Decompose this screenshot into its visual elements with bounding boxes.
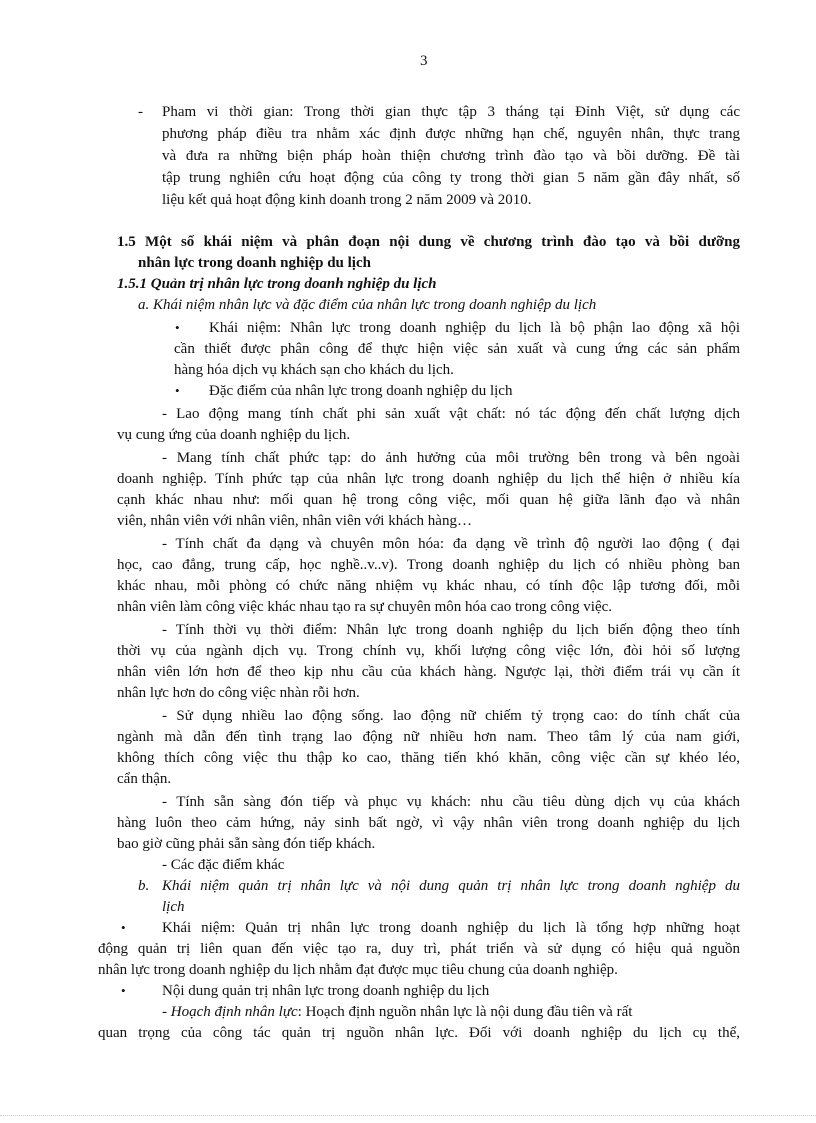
text-line: nhân lực hơn do công việc nhàn rỗi hơn. [117, 685, 360, 701]
text-line: thời vụ của ngành dịch vụ. Trong chính vụ, khối lượng công việc lớn, đòi hỏi số lượng [117, 643, 740, 659]
text-rest: : Hoạch định nguồn nhân lực là nội dung đầu tiên và rất [297, 1004, 633, 1020]
text-line: Khái niệm: Quản trị nhân lực trong doanh nghiệp du lịch là tổng hợp những hoạt [162, 920, 740, 936]
text-line: nhân lực trong doanh nghiệp du lịch nhằm đạt được mục tiêu chung của doanh nghiệp. [98, 962, 618, 978]
text-line: - Tính sẵn sàng đón tiếp và phục vụ khách: nhu cầu tiêu dùng dịch vụ của khách [162, 794, 740, 810]
text-line: và đưa ra những biện pháp hoàn thiện chương trình đào tạo và bồi dưỡng. Đề tài [162, 148, 740, 164]
text-line: liệu kết quả hoạt động kinh doanh trong 2 năm 2009 và 2010. [162, 192, 532, 208]
text-line: viên, nhân viên với nhân viên, nhân viên với khách hàng… [117, 513, 472, 529]
page-number: 3 [420, 53, 428, 69]
text-line: cần thiết được phân công để thực hiện việc sản xuất và cung ứng các sản phẩm [174, 341, 740, 357]
subsection-heading: 1.5.1 Quản trị nhân lực trong doanh nghiệp du lịch [117, 276, 437, 292]
item-heading-a: a. Khái niệm nhân lực và đặc điểm của nhân lực trong doanh nghiệp du lịch [138, 297, 597, 313]
text-line: phương pháp điều tra nhằm xác định được những hạn chế, nguyên nhân, thực trang [162, 126, 740, 142]
text-line: Nội dung quản trị nhân lực trong doanh nghiệp du lịch [162, 983, 490, 999]
text-line: - Mang tính chất phức tạp: do ảnh hưởng của môi trường bên trong và bên ngoài [162, 450, 740, 466]
item-heading-b: Khái niệm quản trị nhân lực và nội dung quản trị nhân lực trong doanh nghiệp du [162, 878, 740, 894]
text-line: Pham vi thời gian: Trong thời gian thực tập 3 tháng tại Đỉnh Việt, sử dụng các [162, 104, 740, 120]
bullet-icon: • [175, 320, 180, 335]
text-line: - Lao động mang tính chất phi sản xuất vật chất: nó tác động đến chất lượng dịch [162, 406, 740, 422]
item-heading-b-cont: lịch [162, 899, 185, 915]
text-line: nhân viên lớn hơn để theo kịp nhu cầu của khách hàng. Ngược lại, thời điểm trái vụ cần ít [117, 664, 740, 680]
text-line: bao giờ cũng phải sẵn sàng đón tiếp khách. [117, 836, 376, 852]
text-line: - Các đặc điểm khác [162, 857, 285, 873]
term-italic: Hoạch định nhân lực [170, 1004, 298, 1020]
item-label-b: b. [138, 878, 150, 894]
text-line: - Tính chất đa dạng và chuyên môn hóa: đa dạng về trình độ người lao động ( đại [162, 536, 740, 552]
section-heading-cont: nhân lực trong doanh nghiệp du lịch [138, 255, 371, 271]
bullet-icon: • [121, 920, 126, 935]
text-line: - Sử dụng nhiều lao động sống. lao động nữ chiếm tỷ trọng cao: do tính chất của [162, 708, 740, 724]
text-line [162, 1002, 632, 1022]
text-line: tập trung nghiên cứu hoạt động của công ty trong thời gian 5 năm gần đây nhất, số [162, 170, 740, 186]
dash-prefix: - [162, 1004, 171, 1020]
text-line: quan trọng của công tác quản trị nguồn nhân lực. Đối với doanh nghiệp du lịch cụ thể, [98, 1025, 740, 1041]
text-line: nhân viên làm công việc khác nhau tạo ra sự chuyên môn hóa cao trong công việc. [117, 599, 613, 615]
text-line: học, cao đẳng, trung cấp, học nghề..v..v). Trong doanh nghiệp du lịch có nhiều phòng ban [117, 557, 740, 573]
text-line: động quản trị liên quan đến việc tạo ra, duy trì, phát triển và sử dụng có hiệu quả nguồn [98, 941, 740, 957]
bullet-icon: • [175, 383, 180, 398]
text-line: Đặc điểm của nhân lực trong doanh nghiệp du lịch [209, 383, 513, 399]
text-line: cẩn thận. [117, 771, 172, 787]
text-line: hàng luôn theo cảm hứng, nảy sinh bất ngờ, vì vậy nhân viên trong doanh nghiệp du lịch [117, 815, 740, 831]
text-line: - Tính thời vụ thời điểm: Nhân lực trong doanh nghiệp du lịch biến động theo tính [162, 622, 740, 638]
text-line: doanh nghiệp. Tính phức tạp của nhân lực trong doanh nghiệp du lịch thể hiện ở nhiều kía [117, 471, 740, 487]
bullet-icon: • [121, 983, 126, 998]
section-heading: 1.5 Một số khái niệm và phân đoạn nội dung về chương trình đào tạo và bồi dưỡng [117, 234, 740, 250]
text-line: không thích công việc thu thập ko cao, thăng tiến khó khăn, công việc cần sự khéo léo, [117, 750, 740, 766]
text-line: khác nhau, mỗi phòng có chức năng nhiệm vụ khác nhau, có tính độc lập tương đối, mỗi [117, 578, 740, 594]
text-line: cạnh khác nhau như: mối quan hệ trong công việc, mối quan hệ giữa lãnh đạo và nhân [117, 492, 740, 508]
text-line: Khái niệm: Nhân lực trong doanh nghiệp du lịch là bộ phận lao động xã hội [209, 320, 740, 336]
text-line: vụ cung ứng của doanh nghiệp du lịch. [117, 427, 351, 443]
page-bottom-rule [0, 1115, 816, 1116]
text-line: ngành mà dẫn đến tình trạng lao động nữ nhiều hơn nam. Theo tâm lý của nam giới, [117, 729, 740, 745]
text-line: hàng hóa dịch vụ khách sạn cho khách du lịch. [174, 362, 454, 378]
dash-bullet: - [138, 104, 143, 120]
